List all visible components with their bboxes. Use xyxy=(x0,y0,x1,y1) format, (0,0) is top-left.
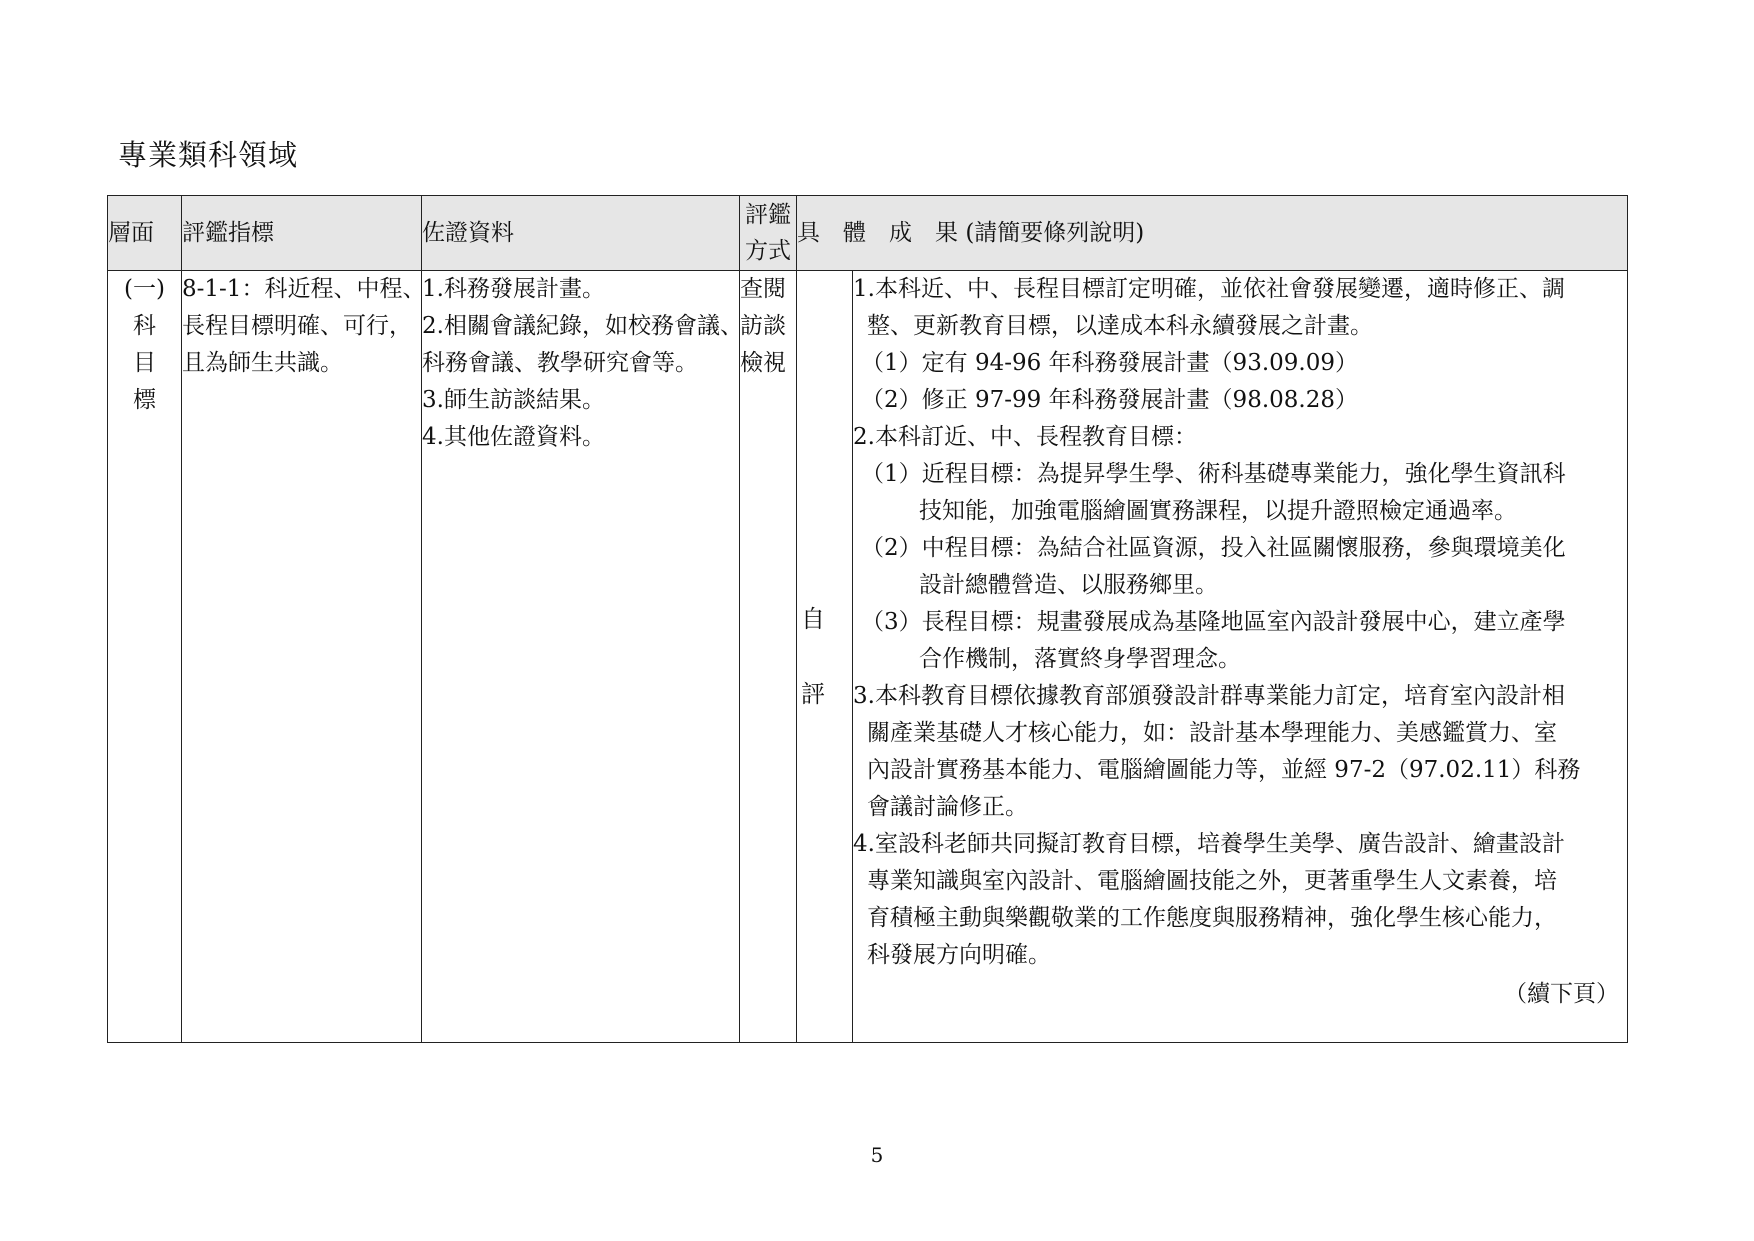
layer-cell xyxy=(108,271,182,1043)
header-method xyxy=(740,196,797,271)
result-line: 整、更新教育目標，以達成本科永續發展之計畫。 xyxy=(867,313,1373,339)
evidence-cell xyxy=(422,271,743,1043)
evidence-line: 4.其他佐證資料。 xyxy=(422,424,605,450)
result-line: 科發展方向明確。 xyxy=(867,942,1051,968)
layer-line: 標 xyxy=(133,387,156,413)
evidence-line: 2.相關會議紀錄，如校務會議、 xyxy=(422,313,743,339)
indicator-cell xyxy=(182,271,426,1043)
page-number: 5 xyxy=(870,1143,884,1167)
self-eval-char: 評 xyxy=(801,680,825,708)
result-line: （1）定有 94-96 年科務發展計畫（93.09.09） xyxy=(861,350,1358,376)
result-line: （2）中程目標：為結合社區資源，投入社區關懷服務，參與環境美化 xyxy=(861,535,1566,561)
result-line: 內設計實務基本能力、電腦繪圖能力等，並經 97-2（97.02.11）科務 xyxy=(867,757,1581,783)
result-line: 合作機制，落實終身學習理念。 xyxy=(919,646,1241,672)
results-list xyxy=(853,271,1627,974)
indicator-line: 8-1-1：科近程、中程、 xyxy=(182,276,426,302)
result-line: 關產業基礎人才核心能力，如：設計基本學理能力、美感鑑賞力、室 xyxy=(867,720,1557,746)
header-results-note: (請簡要條列說明) xyxy=(965,219,1145,246)
header-method-line1: 評鑑 xyxy=(745,202,791,228)
layer-line: 目 xyxy=(133,350,156,376)
layer-line: (一) xyxy=(124,276,165,302)
evidence-line: 科務會議、教學研究會等。 xyxy=(422,350,698,376)
self-eval-cell xyxy=(797,271,853,1043)
result-line: 會議討論修正。 xyxy=(867,794,1028,820)
header-indicator: 評鑑指標 xyxy=(182,196,422,271)
evaluation-table xyxy=(107,195,1628,1043)
layer-line: 科 xyxy=(133,313,156,339)
table-row xyxy=(108,271,1628,1043)
evidence-line: 3.師生訪談結果。 xyxy=(422,387,605,413)
method-line: 檢視 xyxy=(740,350,786,376)
header-method-line2: 方式 xyxy=(745,238,791,264)
method-line: 訪談 xyxy=(740,313,786,339)
result-line: （1）近程目標：為提昇學生學、術科基礎專業能力，強化學生資訊科 xyxy=(861,461,1566,487)
self-eval-char: 自 xyxy=(801,605,825,633)
result-line: 技知能，加強電腦繪圖實務課程，以提升證照檢定通過率。 xyxy=(919,498,1517,524)
evidence-line: 1.科務發展計畫。 xyxy=(422,276,605,302)
header-evidence: 佐證資料 xyxy=(422,196,740,271)
continued-note: （續下頁） xyxy=(1504,981,1619,1007)
table-header-row xyxy=(108,196,1628,271)
header-results xyxy=(797,196,1628,271)
method-line: 查閱 xyxy=(740,276,786,302)
indicator-line: 長程目標明確、可行， xyxy=(182,313,412,339)
result-line: 設計總體營造、以服務鄉里。 xyxy=(919,572,1218,598)
result-line: 4.室設科老師共同擬訂教育目標，培養學生美學、廣告設計、繪畫設計 xyxy=(853,831,1565,857)
result-line: 1.本科近、中、長程目標訂定明確，並依社會發展變遷，適時修正、調 xyxy=(853,276,1565,302)
result-line: 3.本科教育目標依據教育部頒發設計群專業能力訂定，培育室內設計相 xyxy=(853,683,1565,709)
indicator-line: 且為師生共識。 xyxy=(182,350,343,376)
result-line: 專業知識與室內設計、電腦繪圖技能之外，更著重學生人文素養，培 xyxy=(867,868,1557,894)
page-title: 專業類科領域 xyxy=(118,138,299,172)
result-line: （2）修正 97-99 年科務發展計畫（98.08.28） xyxy=(861,387,1358,413)
result-line: 2.本科訂近、中、長程教育目標： xyxy=(853,424,1197,450)
result-line: 育積極主動與樂觀敬業的工作態度與服務精神，強化學生核心能力， xyxy=(867,905,1557,931)
header-layer: 層面 xyxy=(108,196,182,271)
results-cell xyxy=(853,271,1628,1043)
method-cell xyxy=(740,271,797,1043)
header-results-title: 具 體 成 果 xyxy=(797,219,958,246)
result-line: （3）長程目標：規畫發展成為基隆地區室內設計發展中心，建立產學 xyxy=(861,609,1566,635)
